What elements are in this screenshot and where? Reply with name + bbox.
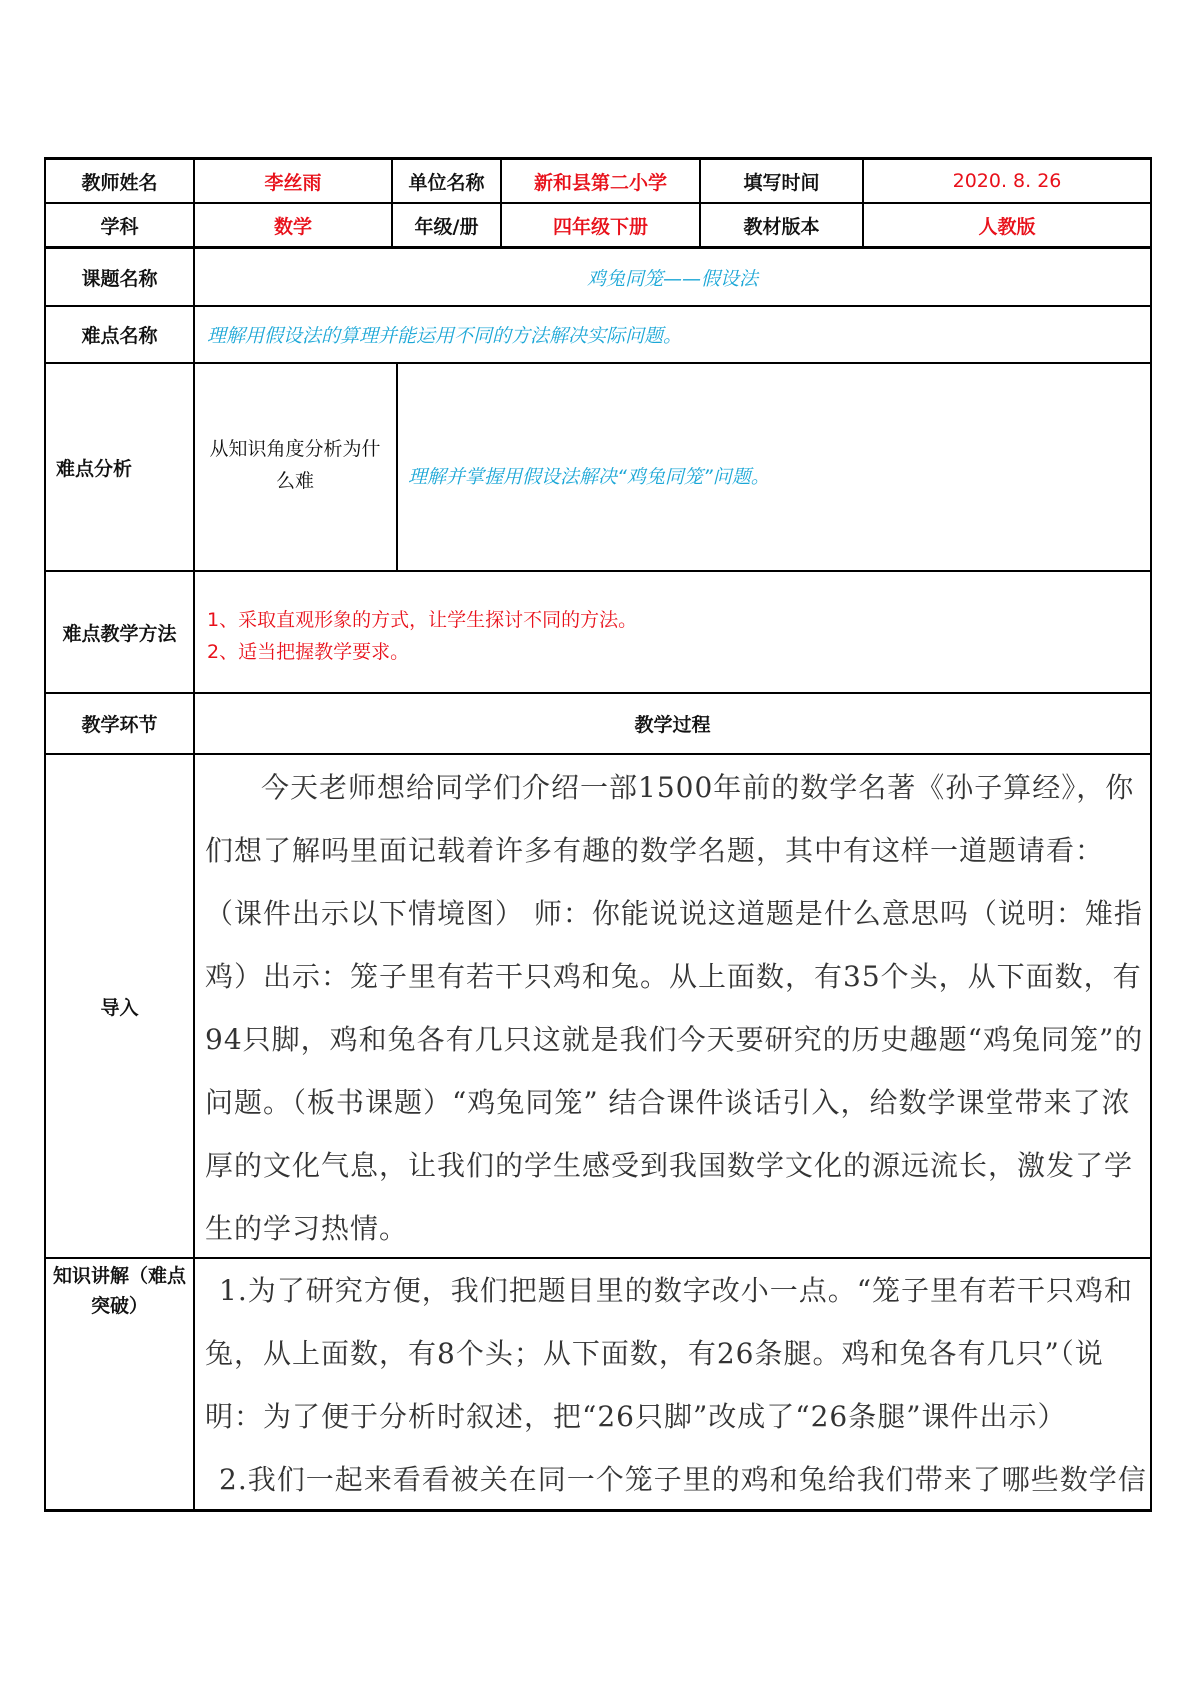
teacher-name-label: 教师姓名 — [81, 171, 158, 194]
process-label: 教学过程 — [634, 714, 711, 736]
method-item: 1、采取直观形象的方式，让学生探讨不同的方法。 — [207, 609, 638, 631]
table-border — [193, 157, 195, 1512]
methods-list — [207, 604, 1137, 668]
grade-value: 四年级下册 — [552, 215, 648, 238]
topic-label: 课题名称 — [81, 267, 158, 290]
edition-label: 教材版本 — [743, 215, 820, 238]
table-border — [1150, 157, 1152, 1512]
difficulty-label: 难点名称 — [81, 325, 158, 347]
unit-name-value: 新和县第二小学 — [533, 171, 667, 194]
table-border — [44, 753, 1152, 755]
grade-label: 年级/册 — [414, 215, 479, 238]
knowledge-para-2: 2.我们一起来看看被关在同一个笼子里的鸡和兔给我们带来了哪些数学信 — [219, 1463, 1147, 1496]
intro-text: 今天老师想给同学们介绍一部1500年前的数学名著《孙子算经》，你们想了解吗里面记载着许多有趣的数学名题，其中有这样一道题请看：（课件出示以下情境图） 师：你能说说这道题是什么意思吗（说明：雉指鸡）出示：笼子里有若干只鸡和兔。从上面数，有35个头，从下面数，有94只脚，鸡和兔各有几只这就是我们今天要研究的历史趣题“鸡兔同笼”的问题。（板书课题）“鸡兔同笼” 结合课件谈话引入，给数学课堂带来了浓厚的文化气息，让我们的学生感受到我国数学文化的源远流长，激发了学生的学习热情。 — [205, 771, 1144, 1245]
edition-value: 人教版 — [978, 215, 1036, 238]
unit-name-label: 单位名称 — [408, 171, 485, 194]
knowledge-para-1: 1.为了研究方便，我们把题目里的数字改小一点。“笼子里有若干只鸡和兔，从上面数，有8个头；从下面数，有26条腿。鸡和兔各有几只”（说明：为了便于分析时叙述，把“26只脚”改成了“26条腿”课件出示） — [205, 1274, 1134, 1433]
fill-date-value: 2020. 8. 26 — [952, 170, 1062, 192]
subject-value: 数学 — [273, 215, 312, 238]
topic-value: 鸡兔同笼——假设法 — [586, 267, 758, 290]
analysis-sub-label: 从知识角度分析为什么难 — [209, 438, 381, 492]
difficulty-value: 理解用假设法的算理并能运用不同的方法解决实际问题。 — [207, 325, 683, 347]
subject-label: 学科 — [100, 215, 139, 238]
methods-label: 难点教学方法 — [62, 622, 177, 645]
table-border — [44, 570, 1152, 572]
intro-label: 导入 — [100, 996, 139, 1019]
teacher-name-value: 李丝雨 — [264, 171, 322, 194]
method-item: 2、适当把握教学要求。 — [207, 641, 410, 663]
analysis-value: 理解并掌握用假设法解决“鸡兔同笼”问题。 — [408, 465, 770, 488]
knowledge-label: 知识讲解（难点突破） — [52, 1265, 186, 1317]
table-border — [396, 362, 398, 571]
table-border — [44, 362, 1152, 364]
analysis-label: 难点分析 — [56, 457, 133, 480]
fill-date-label: 填写时间 — [743, 171, 820, 194]
stage-label: 教学环节 — [81, 714, 158, 736]
